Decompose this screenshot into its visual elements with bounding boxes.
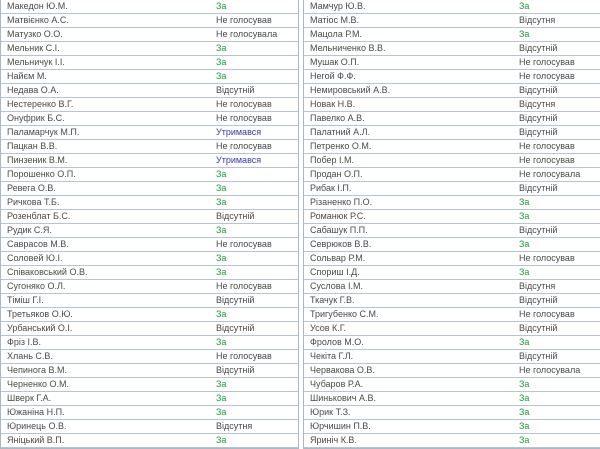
- vote-result: За: [210, 0, 298, 14]
- table-row: [304, 42, 600, 56]
- deputy-name: Хлань С.В.: [1, 350, 210, 364]
- deputy-name: Юрик Т.З.: [304, 406, 513, 420]
- deputy-name: Співаковський О.В.: [1, 266, 210, 280]
- table-row: [1, 378, 298, 392]
- deputy-name: Македон Ю.М.: [1, 0, 210, 14]
- deputy-name: Сугоняко О.Л.: [1, 280, 210, 294]
- deputy-name: Соловей Ю.І.: [1, 252, 210, 266]
- vote-result: Відсутній: [513, 126, 600, 140]
- deputy-name: Найєм М.: [1, 70, 210, 84]
- deputy-name: Юрчишин П.В.: [304, 420, 513, 434]
- vote-result: Відсутній: [513, 224, 600, 238]
- deputy-name: Чекіта Г.Л.: [304, 350, 513, 364]
- deputy-name: Червакова О.В.: [304, 364, 513, 378]
- vote-result: За: [513, 266, 600, 280]
- vote-result: Не голосував: [210, 238, 298, 252]
- table-row: [304, 406, 600, 420]
- vote-result: Не голосував: [210, 140, 298, 154]
- table-row: [1, 210, 298, 224]
- deputy-name: Немировський А.В.: [304, 84, 513, 98]
- deputy-name: Ревега О.В.: [1, 182, 210, 196]
- table-row: [304, 350, 600, 364]
- table-row: [304, 182, 600, 196]
- table-row: [304, 392, 600, 406]
- vote-result: Утримався: [210, 126, 298, 140]
- deputy-name: Розенблат Б.С.: [1, 210, 210, 224]
- deputy-name: Суслова І.М.: [304, 280, 513, 294]
- table-row: [304, 154, 600, 168]
- table-row: [1, 238, 298, 252]
- table-row: [304, 14, 600, 28]
- table-row: [304, 0, 600, 14]
- deputy-name: Мельниченко В.В.: [304, 42, 513, 56]
- table-row: [304, 378, 600, 392]
- deputy-name: Рибак І.П.: [304, 182, 513, 196]
- vote-result: За: [210, 252, 298, 266]
- vote-result: Відсутній: [210, 322, 298, 336]
- vote-result: За: [210, 42, 298, 56]
- table-row: [1, 434, 298, 448]
- deputy-name: Романюк Р.С.: [304, 210, 513, 224]
- table-row: [304, 420, 600, 434]
- vote-result: Відсутній: [513, 42, 600, 56]
- table-row: [1, 224, 298, 238]
- deputy-name: Павелко А.В.: [304, 112, 513, 126]
- table-row: [1, 14, 298, 28]
- deputy-name: Нестеренко В.Г.: [1, 98, 210, 112]
- deputy-name: Негой Ф.Ф.: [304, 70, 513, 84]
- vote-result: За: [210, 224, 298, 238]
- deputy-name: Мельничук І.І.: [1, 56, 210, 70]
- table-row: [1, 364, 298, 378]
- table-row: [304, 98, 600, 112]
- vote-result: Не голосував: [513, 70, 600, 84]
- table-row: [304, 280, 600, 294]
- table-row: [1, 168, 298, 182]
- vote-result: Відсутній: [210, 364, 298, 378]
- votes-table-left-body: [1, 0, 298, 448]
- deputy-name: Ткачук Г.В.: [304, 294, 513, 308]
- vote-result: За: [210, 196, 298, 210]
- table-row: [1, 294, 298, 308]
- vote-result: За: [513, 28, 600, 42]
- deputy-name: Яриніч К.В.: [304, 434, 513, 448]
- vote-result: Відсутня: [210, 420, 298, 434]
- vote-result: Не голосував: [210, 112, 298, 126]
- deputy-name: Матузко О.О.: [1, 28, 210, 42]
- vote-result: За: [210, 70, 298, 84]
- votes-table-right-body: [304, 0, 600, 448]
- vote-result: За: [210, 308, 298, 322]
- deputy-name: Матіос М.В.: [304, 14, 513, 28]
- vote-result: Не голосував: [210, 350, 298, 364]
- deputy-name: Шинькович А.В.: [304, 392, 513, 406]
- deputy-name: Яніцький В.П.: [1, 434, 210, 448]
- vote-result: Не голосував: [210, 98, 298, 112]
- table-row: [1, 154, 298, 168]
- deputy-name: Продан О.П.: [304, 168, 513, 182]
- vote-result: За: [513, 238, 600, 252]
- table-row: [1, 280, 298, 294]
- deputy-name: Тригубенко С.М.: [304, 308, 513, 322]
- vote-result: Не голосував: [513, 154, 600, 168]
- vote-result: За: [210, 168, 298, 182]
- deputy-name: Спориш І.Д.: [304, 266, 513, 280]
- table-row: [304, 364, 600, 378]
- votes-table-left: [0, 0, 299, 449]
- table-row: [304, 28, 600, 42]
- deputy-name: Тіміш Г.І.: [1, 294, 210, 308]
- vote-result: За: [513, 336, 600, 350]
- vote-result: За: [513, 210, 600, 224]
- table-row: [1, 350, 298, 364]
- table-row: [1, 196, 298, 210]
- table-row: [1, 322, 298, 336]
- table-row: [304, 308, 600, 322]
- vote-result: Відсутній: [210, 84, 298, 98]
- vote-result: За: [513, 406, 600, 420]
- table-row: [1, 266, 298, 280]
- table-row: [304, 336, 600, 350]
- vote-result: Відсутній: [210, 210, 298, 224]
- vote-result: За: [210, 434, 298, 448]
- vote-result: За: [210, 392, 298, 406]
- table-row: [1, 98, 298, 112]
- table-row: [1, 140, 298, 154]
- vote-result: Відсутній: [513, 350, 600, 364]
- table-row: [304, 168, 600, 182]
- vote-result: Не голосував: [513, 56, 600, 70]
- deputy-name: Рудик С.Я.: [1, 224, 210, 238]
- vote-result: За: [210, 182, 298, 196]
- table-row: [1, 308, 298, 322]
- table-row: [304, 266, 600, 280]
- deputy-name: Матвієнко А.С.: [1, 14, 210, 28]
- deputy-name: Мацола Р.М.: [304, 28, 513, 42]
- table-row: [304, 70, 600, 84]
- vote-result: Відсутня: [513, 98, 600, 112]
- vote-result: Не голосувала: [210, 28, 298, 42]
- deputy-name: Южаніна Н.П.: [1, 406, 210, 420]
- deputy-name: Пацкан В.В.: [1, 140, 210, 154]
- table-row: [304, 84, 600, 98]
- vote-result: Відсутній: [513, 294, 600, 308]
- deputy-name: Саврасов М.В.: [1, 238, 210, 252]
- vote-result: За: [513, 196, 600, 210]
- deputy-name: Севрюков В.В.: [304, 238, 513, 252]
- table-row: [304, 294, 600, 308]
- deputy-name: Мушак О.П.: [304, 56, 513, 70]
- deputy-name: Сольвар Р.М.: [304, 252, 513, 266]
- table-row: [1, 182, 298, 196]
- vote-result: Не голосував: [513, 252, 600, 266]
- deputy-name: Петренко О.М.: [304, 140, 513, 154]
- table-row: [1, 406, 298, 420]
- table-row: [1, 0, 298, 14]
- deputy-name: Мамчур Ю.В.: [304, 0, 513, 14]
- vote-result: За: [513, 420, 600, 434]
- table-row: [1, 42, 298, 56]
- deputy-name: Чубаров Р.А.: [304, 378, 513, 392]
- votes-table-right: [303, 0, 600, 449]
- table-row: [1, 84, 298, 98]
- table-row: [1, 112, 298, 126]
- vote-result: Не голосувала: [513, 168, 600, 182]
- deputy-name: Черненко О.М.: [1, 378, 210, 392]
- vote-result: Відсутня: [513, 14, 600, 28]
- deputy-name: Урбанський О.І.: [1, 322, 210, 336]
- deputy-name: Сабашук П.П.: [304, 224, 513, 238]
- table-row: [304, 196, 600, 210]
- vote-result: Відсутній: [513, 112, 600, 126]
- deputy-name: Третьяков О.Ю.: [1, 308, 210, 322]
- table-row: [304, 126, 600, 140]
- vote-result: Не голосував: [513, 308, 600, 322]
- table-row: [1, 252, 298, 266]
- vote-result: Не голосував: [210, 14, 298, 28]
- deputy-name: Онуфрик Б.С.: [1, 112, 210, 126]
- deputy-name: Чепинога В.М.: [1, 364, 210, 378]
- deputy-name: Фріз І.В.: [1, 336, 210, 350]
- table-row: [304, 112, 600, 126]
- vote-result: Відсутній: [513, 322, 600, 336]
- table-row: [1, 70, 298, 84]
- vote-result: Не голосувала: [513, 364, 600, 378]
- deputy-name: Усов К.Г.: [304, 322, 513, 336]
- table-row: [304, 434, 600, 448]
- table-row: [1, 420, 298, 434]
- vote-result: За: [513, 0, 600, 14]
- table-row: [1, 56, 298, 70]
- deputy-name: Пинзеник В.М.: [1, 154, 210, 168]
- table-row: [304, 252, 600, 266]
- deputy-name: Різаненко П.О.: [304, 196, 513, 210]
- vote-result: За: [513, 378, 600, 392]
- deputy-name: Паламарчук М.П.: [1, 126, 210, 140]
- table-row: [1, 28, 298, 42]
- vote-result: За: [210, 56, 298, 70]
- table-row: [304, 238, 600, 252]
- vote-result: Відсутній: [513, 84, 600, 98]
- deputy-name: Ричкова Т.Б.: [1, 196, 210, 210]
- vote-result: За: [210, 406, 298, 420]
- vote-result: За: [210, 336, 298, 350]
- deputy-name: Шверк Г.А.: [1, 392, 210, 406]
- table-row: [304, 56, 600, 70]
- table-row: [1, 336, 298, 350]
- deputy-name: Недава О.А.: [1, 84, 210, 98]
- vote-result: Не голосував: [210, 280, 298, 294]
- table-row: [304, 224, 600, 238]
- deputy-name: Побер І.М.: [304, 154, 513, 168]
- vote-result: Відсутній: [513, 182, 600, 196]
- vote-result: Відсутній: [210, 294, 298, 308]
- deputy-name: Порошенко О.П.: [1, 168, 210, 182]
- table-row: [304, 322, 600, 336]
- vote-result: За: [513, 434, 600, 448]
- vote-result: За: [210, 266, 298, 280]
- vote-result: За: [513, 392, 600, 406]
- table-row: [1, 392, 298, 406]
- deputy-name: Юринець О.В.: [1, 420, 210, 434]
- deputy-name: Новак Н.В.: [304, 98, 513, 112]
- deputy-name: Палатний А.Л.: [304, 126, 513, 140]
- deputy-name: Фролов М.О.: [304, 336, 513, 350]
- table-row: [304, 210, 600, 224]
- vote-result: Відсутня: [513, 280, 600, 294]
- vote-result: За: [210, 378, 298, 392]
- vote-result: Утримався: [210, 154, 298, 168]
- table-row: [1, 126, 298, 140]
- vote-result: Не голосував: [513, 140, 600, 154]
- table-row: [304, 140, 600, 154]
- deputy-name: Мельник С.І.: [1, 42, 210, 56]
